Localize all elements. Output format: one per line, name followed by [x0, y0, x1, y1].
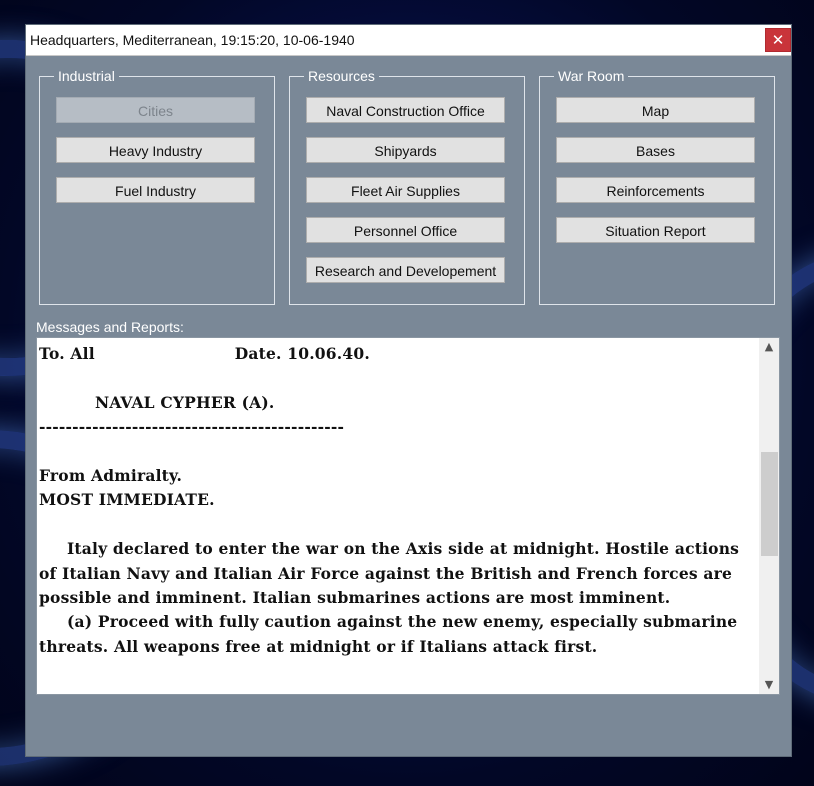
- resources-group: [289, 68, 525, 305]
- message-text: To. All Date. 10.06.40. NAVAL CYPHER (A). ---------------------------------------------- From Admiralty. MOST IMMEDIATE. Italy declared to enter the war on the Axis side at midnight. Hostile actions of Italian Navy and Italian Air Force against the British and French forces are possible and imminent. Italian submarines actions are most imminent. (a) Proceed with fully caution against the new enemy, especially submarine threats. All weapons free at midnight or if Italians attack first.: [39, 344, 740, 656]
- naval-construction-office-button[interactable]: Naval Construction Office: [306, 97, 505, 123]
- fleet-air-supplies-button[interactable]: Fleet Air Supplies: [306, 177, 505, 203]
- bases-button[interactable]: Bases: [556, 137, 755, 163]
- war-room-group: [539, 68, 775, 305]
- research-and-development-button[interactable]: Research and Developement: [306, 257, 505, 283]
- headquarters-window: [25, 24, 792, 757]
- war-room-group-title: War Room: [554, 67, 628, 85]
- shipyards-button[interactable]: Shipyards: [306, 137, 505, 163]
- reinforcements-button[interactable]: Reinforcements: [556, 177, 755, 203]
- map-button[interactable]: Map: [556, 97, 755, 123]
- industrial-group-title: Industrial: [54, 67, 119, 85]
- scroll-thumb[interactable]: [761, 452, 778, 556]
- heavy-industry-button[interactable]: Heavy Industry: [56, 137, 255, 163]
- scroll-up-icon[interactable]: ▲: [764, 340, 774, 353]
- cities-button[interactable]: Cities: [56, 97, 255, 123]
- close-button[interactable]: ✕: [765, 28, 791, 52]
- title-bar[interactable]: [26, 25, 791, 56]
- scroll-down-icon[interactable]: ▼: [764, 678, 774, 691]
- vertical-scrollbar[interactable]: [759, 338, 779, 694]
- personnel-office-button[interactable]: Personnel Office: [306, 217, 505, 243]
- industrial-group: [39, 68, 275, 305]
- messages-label: Messages and Reports:: [36, 319, 184, 335]
- messages-textbox[interactable]: [36, 337, 780, 695]
- window-title: Headquarters, Mediterranean, 19:15:20, 10-06-1940: [30, 32, 355, 48]
- situation-report-button[interactable]: Situation Report: [556, 217, 755, 243]
- resources-group-title: Resources: [304, 67, 379, 85]
- fuel-industry-button[interactable]: Fuel Industry: [56, 177, 255, 203]
